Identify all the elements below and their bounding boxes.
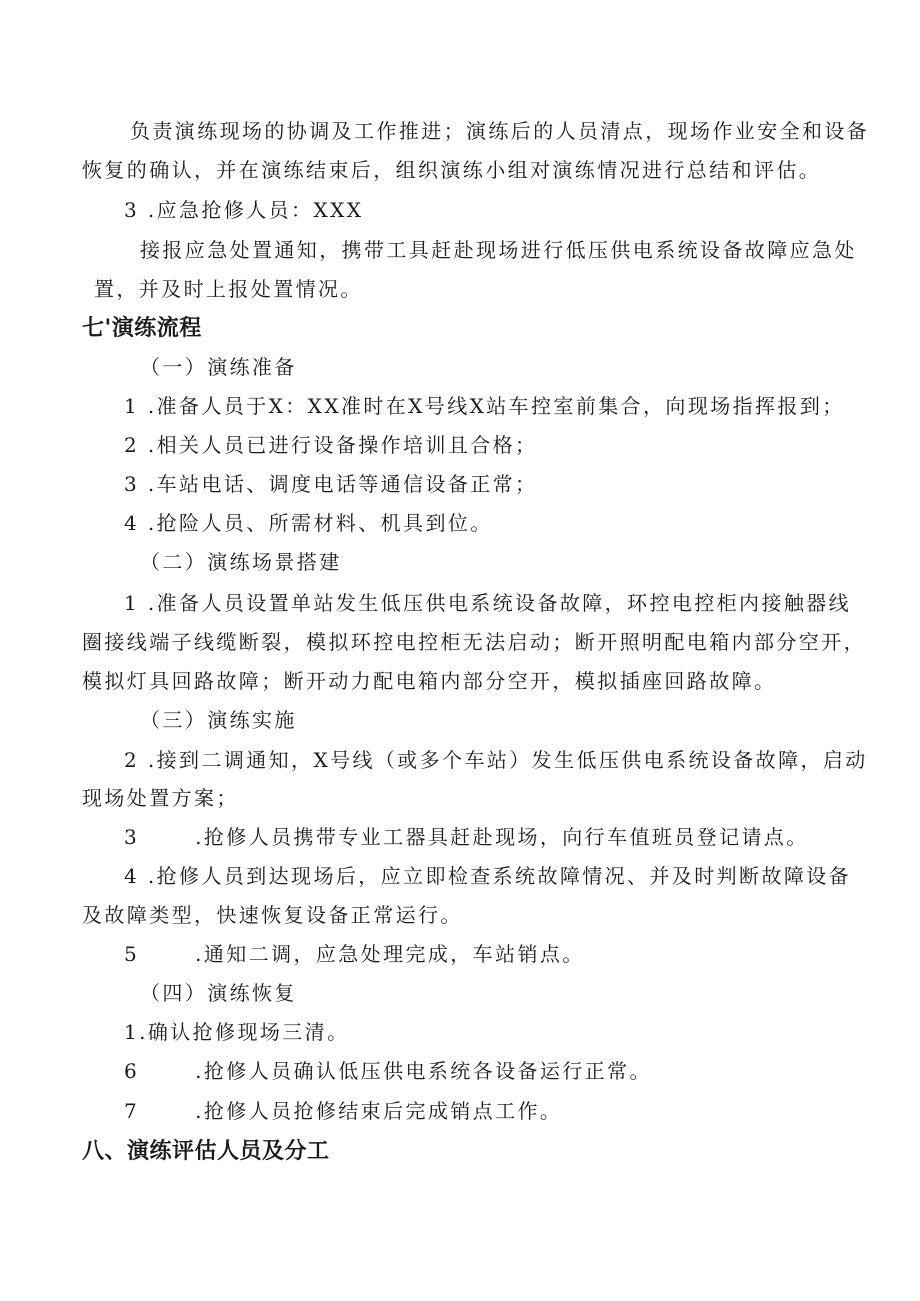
paragraph-line: 及故障类型，快速恢复设备正常运行。 [82,903,463,927]
subsection-heading: （四）演练恢复 [140,981,297,1005]
subsection-heading: （三）演练实施 [140,708,297,732]
section-heading: 八、演练评估人员及分工 [82,1139,330,1164]
list-item [124,1057,652,1085]
paragraph-line: 恢复的确认，并在演练结束后，组织演练小组对演练情况进行总结和评估。 [82,158,822,182]
list-item [124,940,585,968]
list-number: 7 [124,1099,140,1123]
section-heading: 七'演练流程 [82,316,202,341]
list-text: .抢修人员确认低压供电系统各设备运行正常。 [195,1059,652,1083]
list-item [124,1097,562,1125]
list-item [124,823,809,851]
paragraph-line: 模拟灯具回路故障；断开动力配电箱内部分空开，模拟插座回路故障。 [82,669,777,693]
list-item: 2 .接到二调通知，X号线（或多个车站）发生低压供电系统设备故障，启动 [124,748,868,772]
list-item: 3 .车站电话、调度电话等通信设备正常； [124,472,538,496]
list-text: .抢修人员抢修结束后完成销点工作。 [195,1099,563,1123]
paragraph-line: 负责演练现场的协调及工作推进；演练后的人员清点，现场作业安全和设备 [130,119,870,143]
list-item: 4 .抢修人员到达现场后，应立即检查系统故障情况、并及时判断故障设备 [124,864,852,888]
list-item: 3 .应急抢修人员：XXX [124,198,364,222]
paragraph-line: 圈接线端子线缆断裂，模拟环控电控柜无法启动；断开照明配电箱内部分空开， [82,630,866,654]
list-text: .抢修人员携带专业工器具赶赴现场，向行车值班员登记请点。 [195,825,809,849]
list-number: 3 [124,825,140,849]
paragraph-line: 置，并及时上报处置情况。 [94,277,363,301]
list-item: 1 .准备人员于X：XX准时在X号线X站车控室前集合，向现场指挥报到； [124,394,845,418]
paragraph-line: 接报应急处置通知，携带工具赶赴现场进行低压供电系统设备故障应急处 [140,238,857,262]
list-item: 1.确认抢修现场三清。 [124,1020,350,1044]
list-item: 2 .相关人员已进行设备操作培训且合格； [124,433,538,457]
subsection-heading: （二）演练场景搭建 [140,550,342,574]
list-text: .通知二调，应急处理完成，车站销点。 [195,942,585,966]
list-item: 4 .抢险人员、所需材料、机具到位。 [124,511,493,535]
list-item: 1 .准备人员设置单站发生低压供电系统设备故障，环控电控柜内接触器线 [124,591,852,615]
list-number: 5 [124,942,140,966]
list-number: 6 [124,1059,140,1083]
paragraph-line: 现场处置方案； [82,786,239,810]
subsection-heading: （一）演练准备 [140,355,297,379]
